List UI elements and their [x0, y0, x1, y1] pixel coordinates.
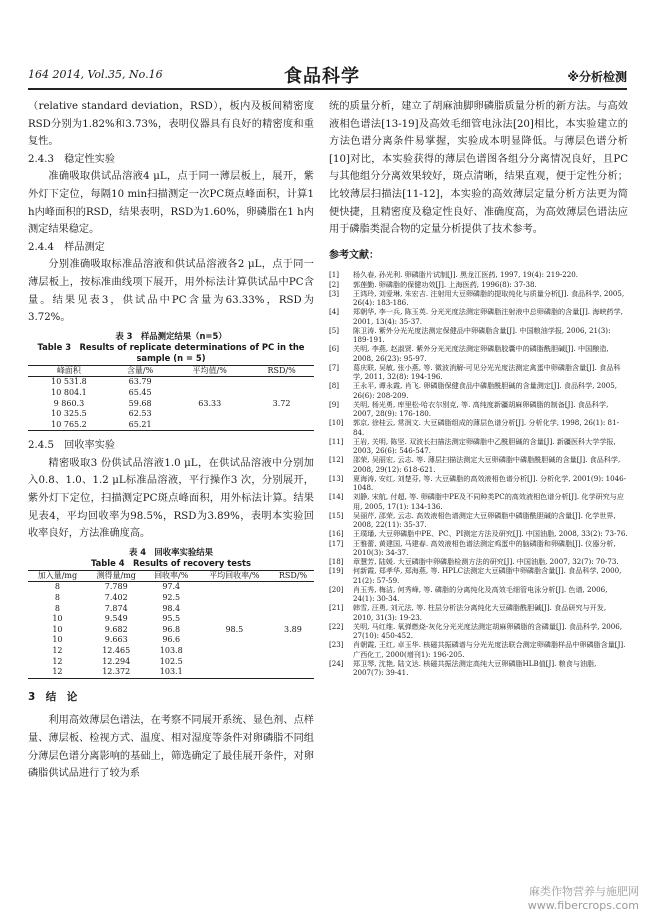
table3-cell: 10 804.1: [51, 387, 87, 397]
table4-caption-en: Table 4 Results of recovery tests: [91, 557, 251, 568]
reference-text: 葛庆联, 吴敏, 张小燕, 等. 微波消解-可见分光光度法测定禽蛋中卵磷脂含量[J]. 食品科学, 2011, 32(8): 194-196.: [353, 362, 621, 382]
table4-cell: 8: [54, 593, 60, 603]
table4-caption-cn: 表 4 回收率实验结果: [128, 546, 214, 557]
left-column: [28, 98, 314, 783]
reference-number: [10]: [329, 418, 344, 428]
table4-cell: 9.549: [104, 614, 128, 624]
reference-item: [329, 622, 628, 641]
reference-number: [23]: [329, 640, 344, 650]
reference-text: 王雅蕾, 黄建国, 马建春. 高效液相色谱法测定鸡蛋中的脑磷脂和卵磷脂[J]. 仪器分析, 2010(3): 34-37.: [353, 538, 616, 557]
reference-text: 关明, 李燕, 赵淑贤. 紫外分光光度法测定卵磷脂胶囊中的磷脂酰胆碱[J]. 中国酿造, 2008, 26(23): 95-97.: [353, 344, 609, 363]
reference-item: [329, 418, 628, 437]
table3-cell: 65.45: [128, 387, 152, 397]
reference-text: 郑卫琴, 沈艳, 陆文达. 核磁共振法测定高纯大豆卵磷脂HLB值[J]. 粮食与油脂, 2007(7): 39-41.: [353, 658, 597, 678]
table4-header: 回收率/%: [154, 570, 189, 580]
heading-2-4-3: 2.4.3 稳定性实验: [28, 153, 116, 165]
table4-mean: 98.5: [225, 624, 244, 634]
table4-cell: 7.789: [104, 582, 128, 592]
table4-cell: 7.874: [104, 603, 128, 613]
reference-text: 夏海涛, 安红, 刘楚芬, 等. 大豆磷脂的高效液相色谱分析[J]. 分析化学, 2001(9): 1046-1048.: [353, 473, 627, 493]
table3-rsd: 3.72: [272, 398, 291, 408]
reference-item: [329, 363, 628, 382]
table3-caption: [28, 331, 314, 364]
reference-item: [329, 492, 628, 511]
paragraph-recovery: 精密吸取3 份供试品溶液1.0 μL，在供试品溶液中分别加入0.8、1.0、1.2 μL标准品溶液，平行操作3 次，分别展开，紫外灯下定位，扫描测定PC斑点峰面积，用外标法计算。结果见表4，平均回收率为98.5%，RSD为3.89%，表明本实验回收率良好，方法准确度高。: [28, 457, 314, 540]
reference-number: [16]: [329, 529, 344, 539]
table4-cell: 10: [52, 635, 63, 645]
right-column: [329, 98, 628, 677]
reference-number: [5]: [329, 325, 340, 335]
reference-item: [329, 326, 628, 345]
reference-item: [329, 455, 628, 474]
table4-header: 加入量/mg: [37, 570, 78, 580]
reference-item: [329, 529, 628, 538]
references-list: [329, 270, 628, 677]
table-row: [28, 582, 314, 593]
table4-cell: 92.5: [162, 593, 181, 603]
reference-number: [24]: [329, 658, 344, 668]
reference-item: [329, 474, 628, 493]
watermark-url: www.fibercrops.com: [527, 899, 639, 912]
table3-caption-cn: 表 3 样品测定结果（n=5）: [115, 330, 227, 341]
table3: [28, 365, 314, 432]
table4-header: 测得量/mg: [96, 570, 136, 580]
paragraph-conclusion-cont: 统的质量分析，建立了胡麻油脚卵磷脂质量分析的新方法。与高效液相色谱法[13-19]及高效毛细管电泳法[20]相比，本实验建立的方法色谱分离条件易掌握，实验成本明显降低。与薄层色谱分析[10]对比，本实验获得的薄层色谱图各组分分离情况良好，且PC与其他组分分离效果较好，斑点清晰，结果直观，便于定性分析；比较薄层扫描法[11-12]，本实验的高效薄层定量分析方法更为简便快捷，且精密度及稳定性良好、准确度高，为高效薄层色谱法应用于磷脂类混合物的定量分析提供了技术参考。: [329, 101, 628, 236]
reference-text: 吴丽芹, 邵荣, 云志. 高效液相色谱测定大豆卵磷脂中磷脂酰胆碱的含量[J]. 化学世界, 2008, 22(11): 35-37.: [353, 510, 616, 530]
table3-cell: 10 325.5: [51, 409, 87, 419]
reference-text: 邵荣, 吴丽宏, 云志. 等. 薄层扫描法测定大豆卵磷脂中磷脂酰胆碱的含量[J]. 食品科学, 2008, 29(12): 618-621.: [353, 455, 621, 474]
table-row: [28, 377, 314, 388]
watermark: [528, 885, 639, 913]
reference-number: [21]: [329, 603, 344, 613]
reference-number: [19]: [329, 566, 344, 576]
table4-cell: 12.294: [102, 656, 131, 666]
table4-cell: 97.4: [162, 582, 181, 592]
table4-rsd: 3.89: [284, 624, 302, 634]
table4-cell: 9.663: [104, 635, 128, 645]
reference-item: [329, 289, 628, 308]
reference-number: [3]: [329, 288, 340, 298]
table4-cell: 7.402: [104, 593, 128, 603]
table4-cell: 12.465: [102, 646, 131, 655]
reference-item: [329, 557, 628, 566]
reference-item: [329, 566, 628, 585]
table4-cell: 12.372: [102, 667, 131, 677]
reference-text: 肖朝霞, 王红, 卓玉华. 核磁共振磷谱与分光光度法联合测定卵磷脂样品中卵磷脂含量[J]. 广西化工, 2000(增刊1): 196-205.: [353, 640, 626, 659]
table4-cell: 95.5: [162, 614, 181, 624]
table3-header: RSD/%: [267, 365, 296, 375]
paragraph-stability: 准确吸取供试品溶液4 μL，点于同一薄层板上，展开，紫外灯下定位，每隔10 min扫描测定一次PC斑点峰面积，计算1 h内峰面积的RSD，结果表明，RSD为1.60%，卵磷脂在1 h内测定结果稳定。: [28, 171, 314, 236]
table3-cell: 10 765.2: [51, 419, 87, 429]
table4-cell: 12: [52, 667, 63, 677]
reference-number: [9]: [329, 399, 340, 409]
heading-2-4-4: 2.4.4 样品测定: [28, 241, 105, 253]
header-rule: [28, 88, 627, 90]
table3-header: 峰面积: [56, 365, 81, 375]
reference-number: [12]: [329, 455, 344, 465]
reference-item: [329, 539, 628, 558]
paragraph-sample: 分别准确吸取标准品溶液和供试品溶液各2 μL，点于同一薄层板上，按标准曲线项下展开，用外标法计算供试品中PC含量。结果见表3，供试品中PC含量为63.33%，RSD为3.72%。: [28, 259, 314, 324]
reference-number: [2]: [329, 279, 340, 289]
table3-cell: 10 531.8: [51, 377, 87, 387]
reference-text: 何新霞, 郑孝华, 郑海燕, 等. HPLC法测定大豆磷脂中卵磷脂含量[J]. 食品科学, 2000, 21(2): 57-59.: [353, 566, 622, 585]
reference-text: 郭京, 徐桂云, 常润文. 大豆磷脂组成的薄层色谱分析[J]. 分析化学, 1998, 26(1): 81-84.: [353, 418, 619, 437]
paragraph-conclusion: 利用高效薄层色谱法，在考察不同展开系统、显色剂、点样量、薄层板、检视方式、温度、相对湿度等条件对卵磷脂不同组分薄层色谱分离影响的基础上，筛选确定了最佳展开条件，对卵磷脂供试品进行了较为系: [28, 715, 314, 780]
reference-text: 韩雪, 汪勇, 刘元法, 等. 柱层分析法分离纯化大豆磷脂酰胆碱[J]. 食品研究与开发, 2010, 31(3): 19-23.: [353, 603, 607, 622]
reference-text: 王璞璠, 大豆卵磷脂中PE、PC、PI测定方法及研究[J]. 中国油脂, 2008, 33(2): 73-76.: [353, 529, 628, 539]
reference-item: [329, 307, 628, 326]
reference-item: [329, 640, 628, 659]
reference-number: [18]: [329, 557, 344, 567]
references-heading: 参考文献：: [329, 249, 379, 261]
page-number-volume: 164 2014, Vol.35, No.16: [28, 68, 163, 81]
reference-number: [17]: [329, 538, 344, 548]
reference-number: [7]: [329, 362, 340, 372]
table4-cell: 96.8: [162, 624, 181, 634]
reference-text: 王永平, 谭永霞, 肖飞. 卵磷脂保健食品中磷脂酰胆碱的含量测定[J]. 食品科学, 2005, 26(6): 208-209.: [353, 381, 618, 400]
table4-cell: 9.682: [104, 624, 128, 634]
section-label: ※分析检测: [567, 70, 627, 84]
reference-item: [329, 585, 628, 604]
table3-caption-en: Table 3 Results of replicate determinations of PC in the sample (n = 5): [37, 341, 305, 363]
reference-item: [329, 344, 628, 363]
reference-text: 刘静, 宋航, 付超, 等. 卵磷脂中PE及不同种类PC的高效液相色谱分析[J]. 化学研究与应用, 2005, 17(1): 134-136.: [353, 492, 624, 511]
reference-number: [22]: [329, 621, 344, 631]
table4: [28, 570, 314, 679]
table4-caption: [28, 547, 314, 569]
reference-number: [20]: [329, 584, 344, 594]
reference-text: 王岩, 关明, 陈坚. 双波长扫描法测定卵磷脂中乙酰胆碱的含量[J]. 新疆医科大学学报, 2003, 26(6): 546-547.: [353, 436, 616, 456]
table3-cell: 63.79: [128, 377, 152, 387]
table4-cell: 103.8: [159, 646, 183, 655]
reference-item: [329, 270, 628, 279]
reference-number: [15]: [329, 510, 344, 520]
table4-cell: 10: [52, 614, 63, 624]
table4-cell: 8: [54, 603, 60, 613]
table4-cell: 98.4: [162, 603, 181, 613]
table3-cell: 65.21: [128, 419, 152, 429]
heading-conclusion: 3 结 论: [28, 690, 78, 703]
reference-number: [6]: [329, 344, 340, 354]
reference-item: [329, 511, 628, 530]
reference-item: [329, 659, 628, 678]
reference-number: [4]: [329, 307, 340, 317]
reference-number: [14]: [329, 492, 344, 502]
reference-text: 关明, 杨光勇, 库里松·哈衣尔别克, 等. 高纯度新疆胡麻卵磷脂的制备[J]. 食品科学, 2007, 28(9): 176-180.: [353, 399, 609, 419]
table3-header: 平均值/%: [192, 365, 227, 375]
table3-cell: 9 860.3: [53, 398, 85, 408]
reference-number: [8]: [329, 381, 340, 391]
table4-cell: 103.1: [159, 667, 183, 677]
journal-title: 食品科学: [284, 66, 360, 87]
watermark-title: 麻类作物营养与施肥网: [529, 885, 639, 898]
paragraph-precision: （relative standard deviation，RSD），板内及板间精密度RSD分别为1.82%和3.73%，表明仪器具有良好的精密度和重复性。: [28, 101, 314, 148]
table4-cell: 102.5: [159, 656, 183, 666]
table4-cell: 12: [52, 646, 63, 655]
reference-text: 郑朝华, 李一兵, 陈玉英. 分光光度法测定卵磷脂注射液中总卵磷脂的含量[J]. 海峡药学, 2001, 13(4): 35-37.: [353, 307, 623, 326]
reference-text: 王鸿玲, 刘爱琳, 朱宏吉. 注射用大豆卵磷脂的提取纯化与质量分析[J]. 食品科学, 2005, 26(4): 183-186.: [353, 288, 625, 308]
reference-number: [13]: [329, 473, 344, 483]
table4-cell: 10: [52, 624, 63, 634]
reference-item: [329, 400, 628, 419]
reference-item: [329, 280, 628, 289]
reference-text: 陈卫涛. 紫外分光光度法测定保健品中卵磷脂含量[J]. 中国粮油学报, 2006, 21(3): 189-191.: [353, 325, 611, 345]
reference-number: [1]: [329, 270, 340, 280]
table3-cell: 59.68: [128, 398, 152, 408]
table3-mean: 63.33: [198, 398, 222, 408]
reference-text: 肖玉秀, 梅洁, 何秀峰, 等. 磷脂的分离纯化及高效毛细管电泳分析[J]. 色谱, 2006, 24(1): 30-34.: [353, 584, 608, 604]
table4-cell: 12: [52, 656, 63, 666]
reference-item: [329, 381, 628, 400]
reference-text: 关明, 马红维. 氧弹燃烧-灰化分光光度法测定胡麻卵磷脂的含磷量[J]. 食品科学, 2006, 27(10): 450-452.: [353, 621, 623, 641]
table4-header: 平均回收率/%: [209, 570, 260, 580]
reference-text: 章慧芳, 陆媛. 大豆磷脂中卵磷脂检测方法的研究[J]. 中国油脂, 2007, 32(7): 70-73.: [353, 557, 619, 567]
reference-text: 杨久春, 孙光利. 卵磷脂片试制[J]. 黑龙江医药, 1997, 19(4): 219-220.: [353, 270, 579, 280]
table3-header: 含量/%: [126, 365, 154, 375]
table4-cell: 8: [54, 582, 60, 592]
reference-number: [11]: [329, 436, 344, 446]
table3-cell: 62.53: [128, 409, 152, 419]
page-header: [28, 64, 627, 86]
heading-2-4-5: 2.4.5 回收率实验: [28, 440, 116, 452]
reference-text: 郭莲勤. 卵磷脂的保健功效[J]. 上海医药, 1996(8): 37-38.: [353, 279, 537, 289]
reference-item: [329, 603, 628, 622]
table4-header: RSD/%: [278, 570, 308, 580]
table4-cell: 96.6: [162, 635, 181, 645]
reference-item: [329, 437, 628, 456]
